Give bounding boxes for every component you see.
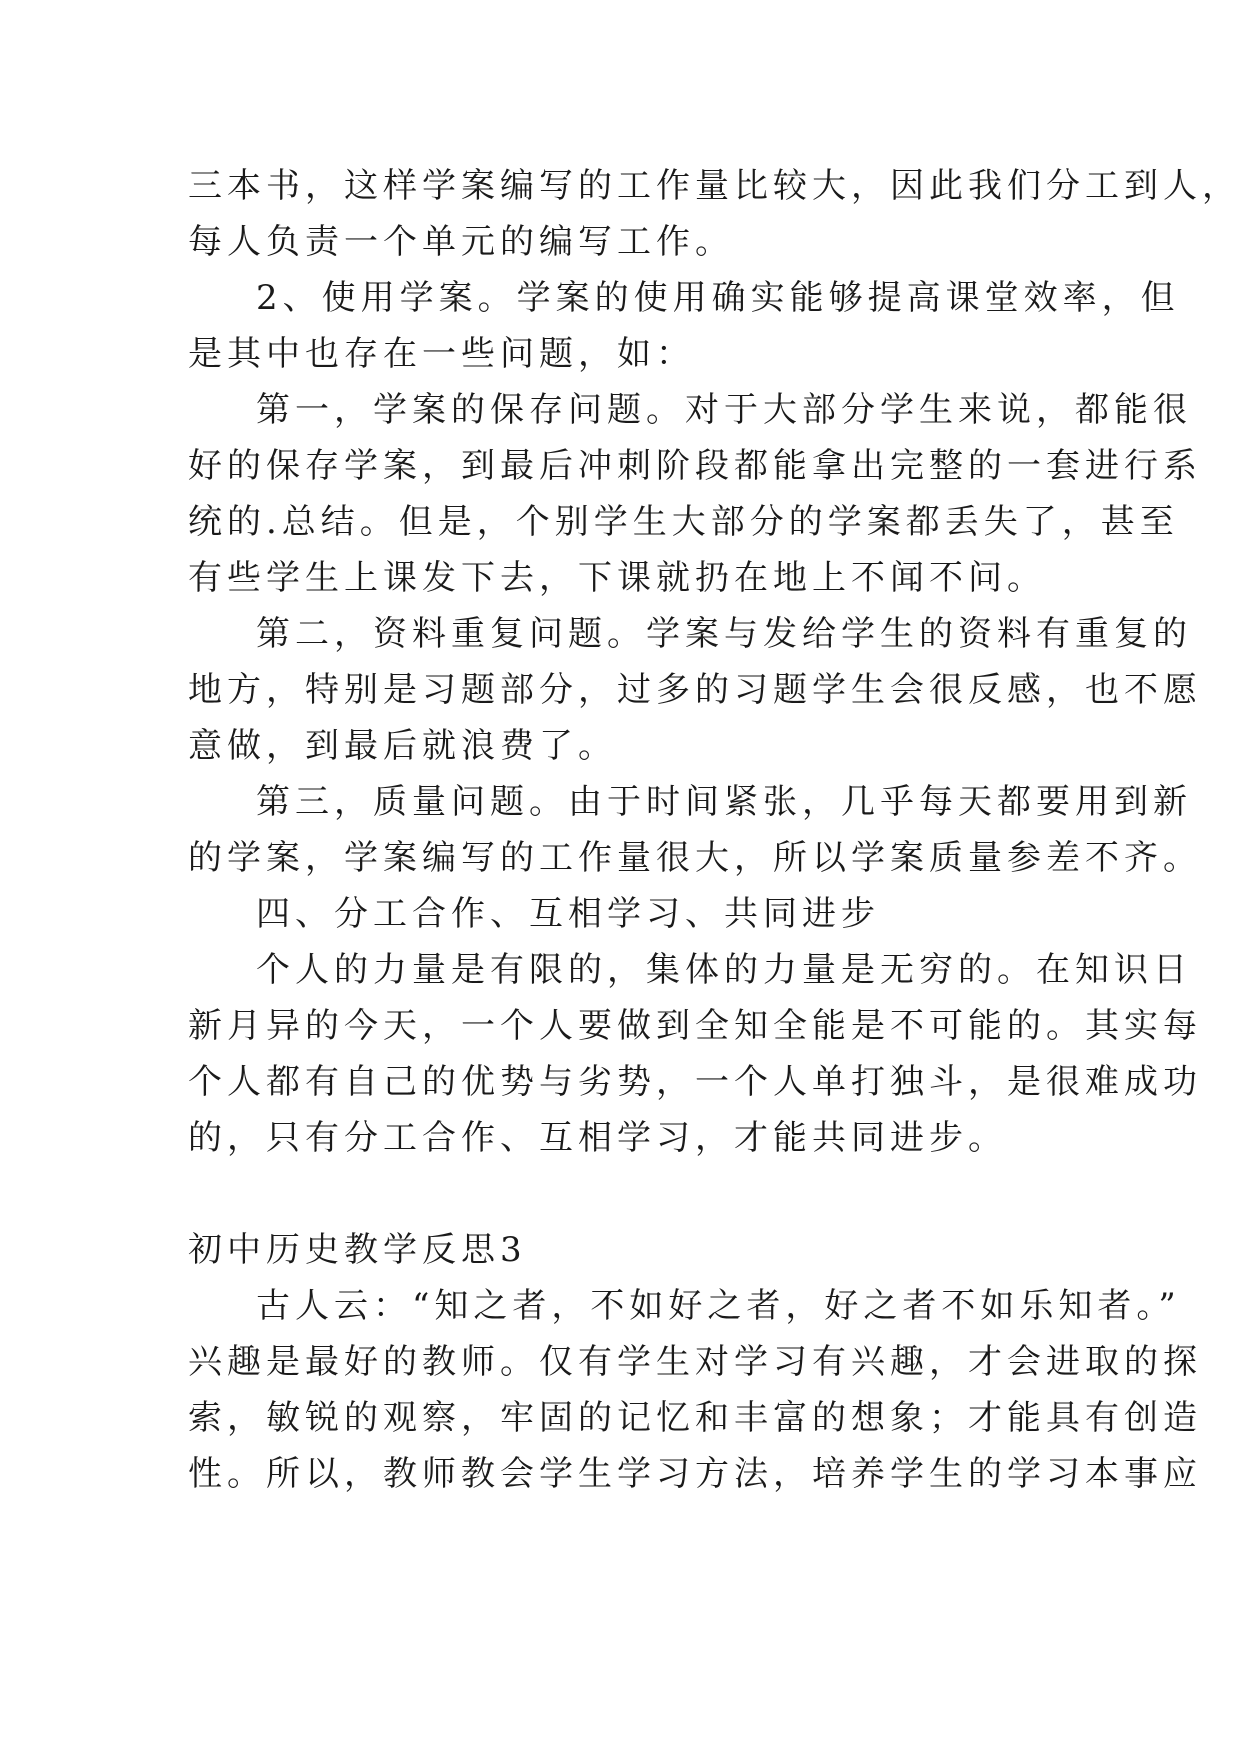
body-text-line: 统的.总结。但是，个别学生大部分的学案都丢失了，甚至	[188, 502, 1179, 542]
body-text-line: 个人都有自己的优势与劣势，一个人单打独斗，是很难成功	[188, 1062, 1202, 1102]
body-text-line: 好的保存学案，到最后冲刺阶段都能拿出完整的一套进行系	[188, 446, 1202, 486]
body-text-line: 2、使用学案。学案的使用确实能够提高课堂效率，但	[256, 278, 1180, 318]
section-heading: 四、分工合作、互相学习、共同进步	[256, 894, 880, 934]
body-text-line: 索，敏锐的观察，牢固的记忆和丰富的想象；才能具有创造	[188, 1398, 1202, 1438]
body-text-line: 有些学生上课发下去，下课就扔在地上不闻不问。	[188, 558, 1046, 598]
body-text-line: 地方，特别是习题部分，过多的习题学生会很反感，也不愿	[188, 670, 1202, 710]
body-text-line: 第一，学案的保存问题。对于大部分学生来说，都能很	[256, 390, 1192, 430]
body-text-line: 每人负责一个单元的编写工作。	[188, 222, 734, 262]
body-text-line: 意做，到最后就浪费了。	[188, 726, 617, 766]
body-text-line: 兴趣是最好的教师。仅有学生对学习有兴趣，才会进取的探	[188, 1342, 1202, 1382]
body-text-line: 三本书，这样学案编写的工作量比较大，因此我们分工到人，	[188, 166, 1241, 206]
document-title: 初中历史教学反思3	[188, 1230, 527, 1270]
body-text-line: 的学案，学案编写的工作量很大，所以学案质量参差不齐。	[188, 838, 1202, 878]
body-text-line: 第二，资料重复问题。学案与发给学生的资料有重复的	[256, 614, 1192, 654]
body-text-line: 是其中也存在一些问题，如：	[188, 334, 695, 374]
body-text-line: 新月异的今天，一个人要做到全知全能是不可能的。其实每	[188, 1006, 1202, 1046]
body-text-line: 个人的力量是有限的，集体的力量是无穷的。在知识日	[256, 950, 1192, 990]
body-text-line: 第三，质量问题。由于时间紧张，几乎每天都要用到新	[256, 782, 1192, 822]
body-text-line: 古人云：“知之者，不如好之者，好之者不如乐知者。”	[256, 1286, 1181, 1326]
body-text-line: 的，只有分工合作、互相学习，才能共同进步。	[188, 1118, 1007, 1158]
body-text-line: 性。所以，教师教会学生学习方法，培养学生的学习本事应	[188, 1454, 1202, 1494]
